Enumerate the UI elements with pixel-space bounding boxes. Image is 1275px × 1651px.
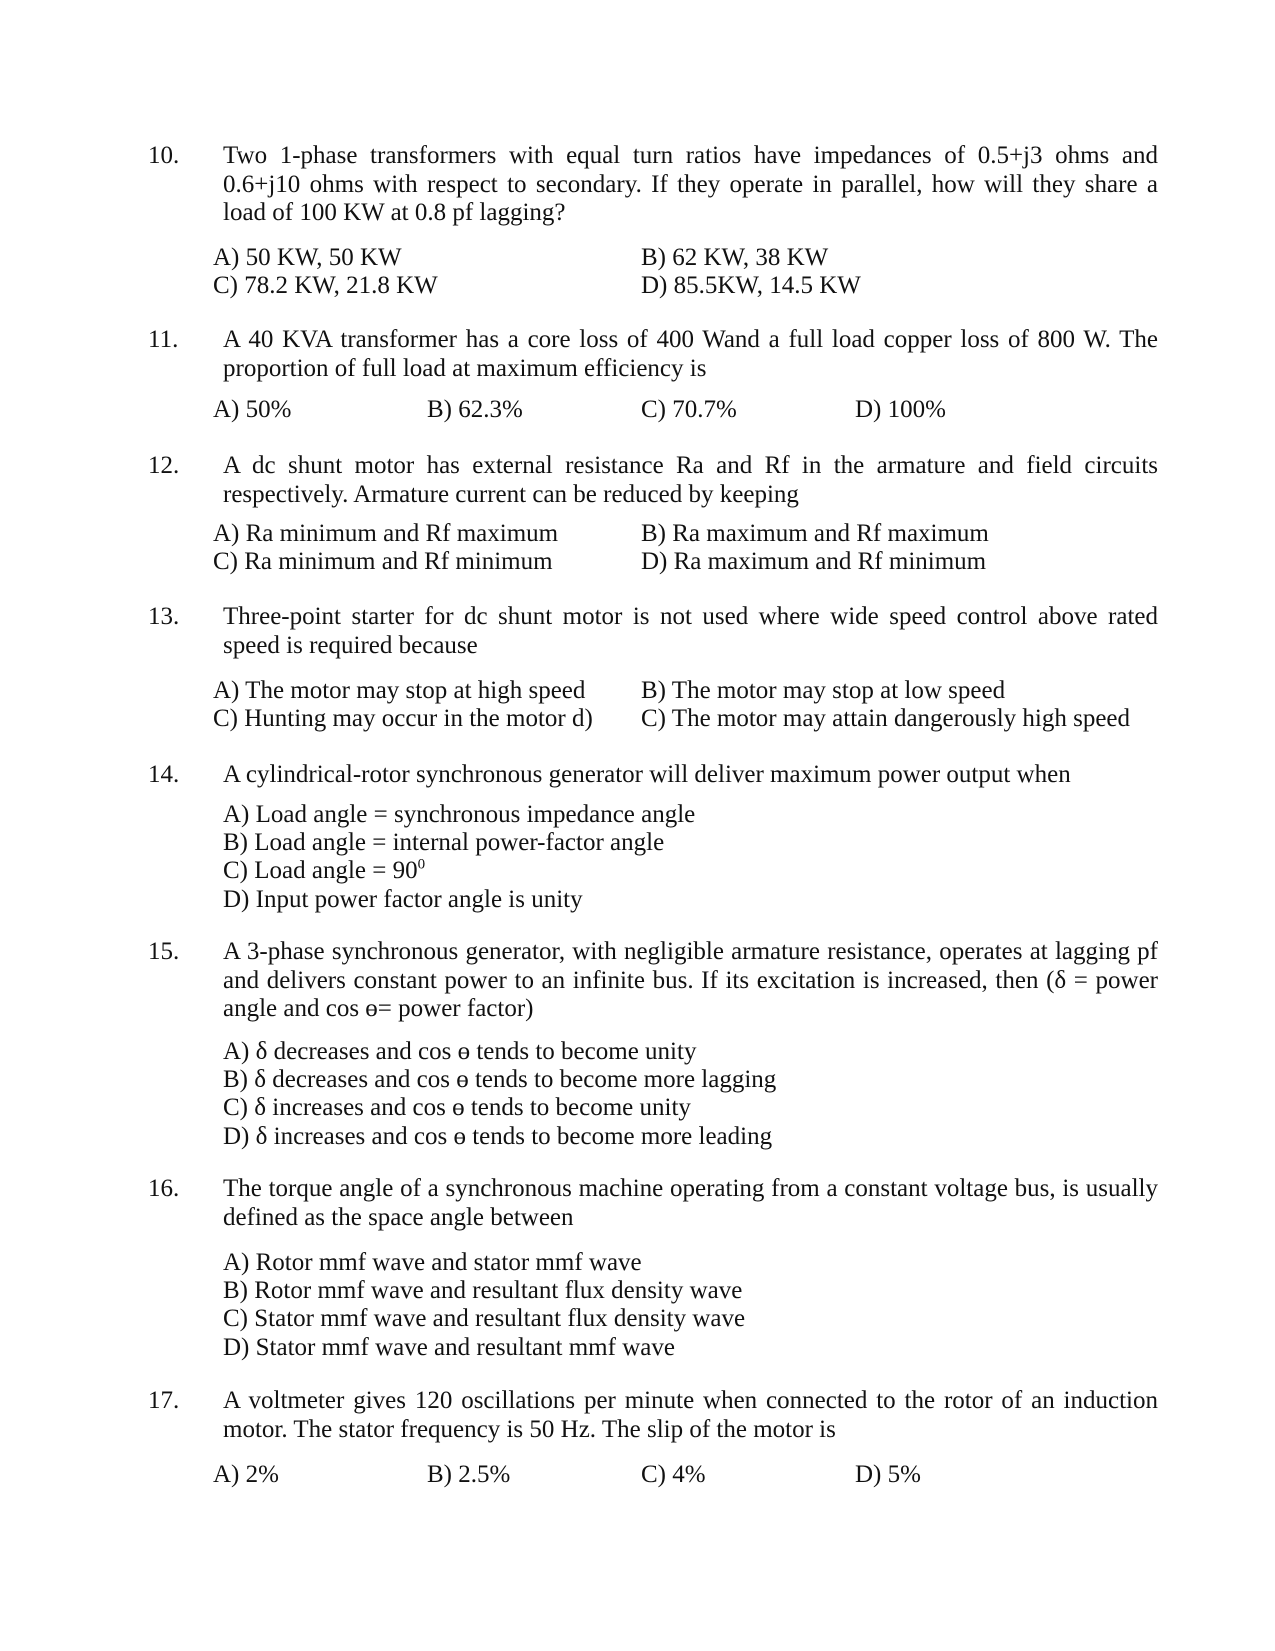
option-a: A) Rotor mmf wave and stator mmf wave bbox=[223, 1249, 642, 1276]
question-17 bbox=[148, 1387, 1158, 1497]
question-number: 11. bbox=[148, 326, 179, 353]
question-text: Two 1-phase transformers with equal turn ratios have impedances of 0.5+j3 ohms and 0.6+j10 ohms with respect to secondary. If they operate in parallel, how will they share a load of 100 KW at 0.8 pf lagging? bbox=[223, 142, 1158, 226]
question-12 bbox=[148, 452, 1158, 582]
option-c: C) Stator mmf wave and resultant flux density wave bbox=[223, 1305, 746, 1333]
question-text: A 40 KVA transformer has a core loss of 400 Wand a full load copper loss of 800 W. The proportion of full load at maximum efficiency is bbox=[223, 326, 1158, 382]
option-list bbox=[223, 801, 695, 914]
question-text: Three-point starter for dc shunt motor is not used where wide speed control above rated speed is required because bbox=[223, 603, 1158, 659]
option-a: A) Load angle = synchronous impedance angle bbox=[223, 801, 696, 828]
question-16 bbox=[148, 1175, 1158, 1365]
question-number: 17. bbox=[148, 1387, 180, 1414]
option-d: C) The motor may attain dangerously high speed bbox=[641, 705, 1131, 732]
option-d: D) Ra maximum and Rf minimum bbox=[641, 548, 987, 575]
question-number: 13. bbox=[148, 603, 180, 630]
option-c: C) 78.2 KW, 21.8 KW bbox=[213, 272, 438, 299]
option-c: C) Hunting may occur in the motor d) bbox=[213, 705, 593, 732]
option-b: B) 62 KW, 38 KW bbox=[641, 244, 829, 271]
question-number: 15. bbox=[148, 938, 180, 965]
option-b: B) Rotor mmf wave and resultant flux density wave bbox=[223, 1277, 743, 1305]
option-c bbox=[223, 857, 695, 885]
option-b: B) 2.5% bbox=[427, 1461, 511, 1488]
option-d: D) 100% bbox=[855, 396, 946, 423]
option-b: B) 62.3% bbox=[427, 396, 523, 423]
option-d: D) 85.5KW, 14.5 KW bbox=[641, 272, 861, 299]
option-list bbox=[223, 1038, 776, 1151]
option-d: D) 5% bbox=[855, 1461, 921, 1488]
option-a: A) Ra minimum and Rf maximum bbox=[213, 520, 559, 547]
option-c: C) 4% bbox=[641, 1461, 706, 1488]
question-number: 14. bbox=[148, 761, 180, 788]
option-a: A) 50% bbox=[213, 396, 292, 423]
question-15 bbox=[148, 938, 1158, 1148]
option-c: C) 70.7% bbox=[641, 396, 737, 423]
question-text: A 3-phase synchronous generator, with negligible armature resistance, operates at lagging pf and delivers constant power to an infinite bus. If its excitation is increased, then (δ = power angle and cos ɵ= power factor) bbox=[223, 938, 1158, 1022]
question-number: 12. bbox=[148, 452, 180, 479]
option-d: D) δ increases and cos ɵ tends to become more leading bbox=[223, 1122, 773, 1150]
option-a: A) 2% bbox=[213, 1461, 279, 1488]
question-10 bbox=[148, 142, 1158, 302]
question-text: A dc shunt motor has external resistance Ra and Rf in the armature and field circuits respectively. Armature current can be reduced by keeping bbox=[223, 452, 1158, 508]
question-11 bbox=[148, 326, 1158, 426]
question-number: 16. bbox=[148, 1175, 180, 1202]
option-c: C) δ increases and cos ɵ tends to become unity bbox=[223, 1094, 691, 1122]
option-a: A) 50 KW, 50 KW bbox=[213, 244, 402, 271]
degree-superscript: 0 bbox=[417, 857, 426, 874]
question-text: A cylindrical-rotor synchronous generator will deliver maximum power output when bbox=[223, 761, 1071, 788]
option-b: B) Load angle = internal power-factor angle bbox=[223, 829, 665, 857]
option-a: A) δ decreases and cos ɵ tends to become unity bbox=[223, 1038, 697, 1065]
question-14 bbox=[148, 761, 1158, 911]
option-c-text: C) Load angle = 90 bbox=[223, 857, 418, 885]
question-text: The torque angle of a synchronous machine operating from a constant voltage bus, is usually defined as the space angle between bbox=[223, 1175, 1158, 1231]
question-text: A voltmeter gives 120 oscillations per minute when connected to the rotor of an induction motor. The stator frequency is 50 Hz. The slip of the motor is bbox=[223, 1387, 1158, 1443]
option-a: A) The motor may stop at high speed bbox=[213, 677, 586, 704]
option-c: C) Ra minimum and Rf minimum bbox=[213, 548, 553, 575]
question-13 bbox=[148, 603, 1158, 743]
option-list bbox=[223, 1249, 745, 1362]
option-b: B) Ra maximum and Rf maximum bbox=[641, 520, 989, 547]
option-d: D) Input power factor angle is unity bbox=[223, 885, 583, 913]
option-b: B) δ decreases and cos ɵ tends to become more lagging bbox=[223, 1066, 777, 1094]
option-b: B) The motor may stop at low speed bbox=[641, 677, 1006, 704]
question-number: 10. bbox=[148, 142, 180, 169]
option-d: D) Stator mmf wave and resultant mmf wave bbox=[223, 1333, 675, 1361]
